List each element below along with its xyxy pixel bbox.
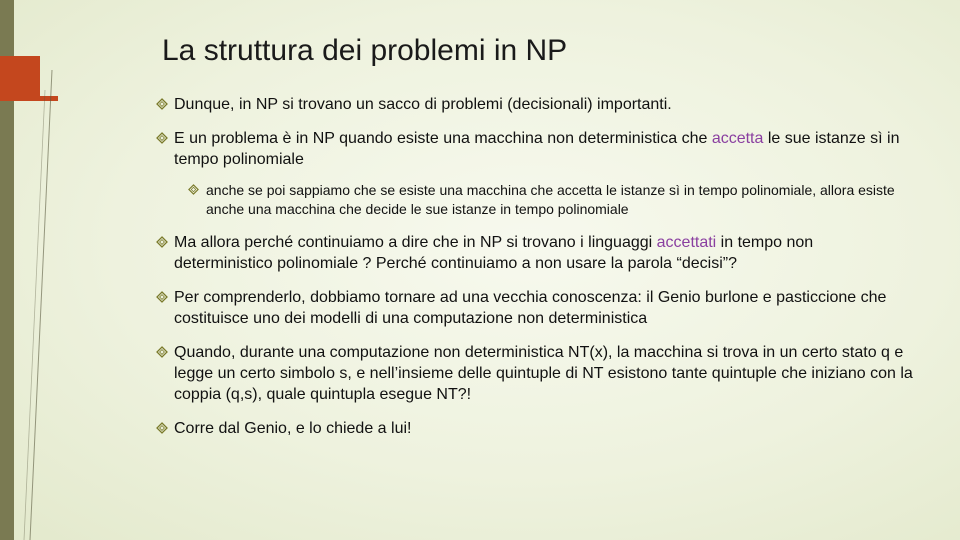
- diamond-bullet-icon: [156, 346, 168, 358]
- slide-title: La struttura dei problemi in NP: [162, 34, 568, 67]
- diamond-bullet-icon: [156, 98, 168, 110]
- bullet-text: [174, 234, 813, 272]
- bullet-item: [156, 128, 916, 170]
- text-segment: Per comprenderlo, dobbiamo tornare ad una vecchia conoscenza: il Genio burlone e pasticcione che costituisce uno dei modelli di una computazione non deterministica: [174, 289, 887, 327]
- bullet-text: [206, 182, 895, 217]
- diamond-bullet-icon: [156, 422, 168, 434]
- diamond-bullet-icon: [156, 291, 168, 303]
- text-segment: Corre dal Genio, e lo chiede a lui!: [174, 420, 412, 437]
- text-segment: le sue istanze sì in tempo polinomiale: [174, 130, 900, 168]
- bullet-text: [174, 130, 899, 168]
- diamond-bullet-icon: [156, 132, 168, 144]
- text-segment: Quando, durante una computazione non deterministica NT(x), la macchina si trova in un certo stato q e legge un certo simbolo s, e nell’insieme delle quintuple di NT esistono tante quintuple che iniziano con la coppia (q,s), quale quintupla esegue NT?!: [174, 344, 913, 403]
- highlighted-word: accettati: [656, 234, 717, 251]
- text-segment: Dunque, in NP si trovano un sacco di problemi (decisionali) importanti.: [174, 96, 672, 113]
- bullet-list: [156, 94, 916, 452]
- bullet-item: [156, 418, 916, 439]
- bullet-text: [174, 96, 672, 113]
- sub-bullet-item: [188, 181, 916, 219]
- text-segment: E un problema è in NP quando esiste una macchina non deterministica che: [174, 130, 712, 147]
- bullet-text: [174, 420, 411, 437]
- text-segment: Ma allora perché continuiamo a dire che in NP si trovano i linguaggi: [174, 234, 657, 251]
- bullet-item: [156, 287, 916, 329]
- bullet-text: [174, 289, 886, 327]
- bullet-item: [156, 342, 916, 405]
- text-segment: anche se poi sappiamo che se esiste una macchina che accetta le istanze sì in tempo polinomiale, allora esiste anche una macchina che decide le sue istanze in tempo polinomiale: [206, 182, 895, 217]
- bullet-text: [174, 344, 913, 403]
- highlighted-word: accetta: [711, 130, 764, 147]
- bullet-item: [156, 94, 916, 115]
- bullet-item: [156, 232, 916, 274]
- diamond-bullet-icon: [188, 184, 199, 195]
- text-segment: in tempo non deterministico polinomiale ? Perché continuiamo a non usare la parola “decisi”?: [174, 234, 814, 272]
- decorative-lines: [0, 0, 60, 540]
- diamond-bullet-icon: [156, 236, 168, 248]
